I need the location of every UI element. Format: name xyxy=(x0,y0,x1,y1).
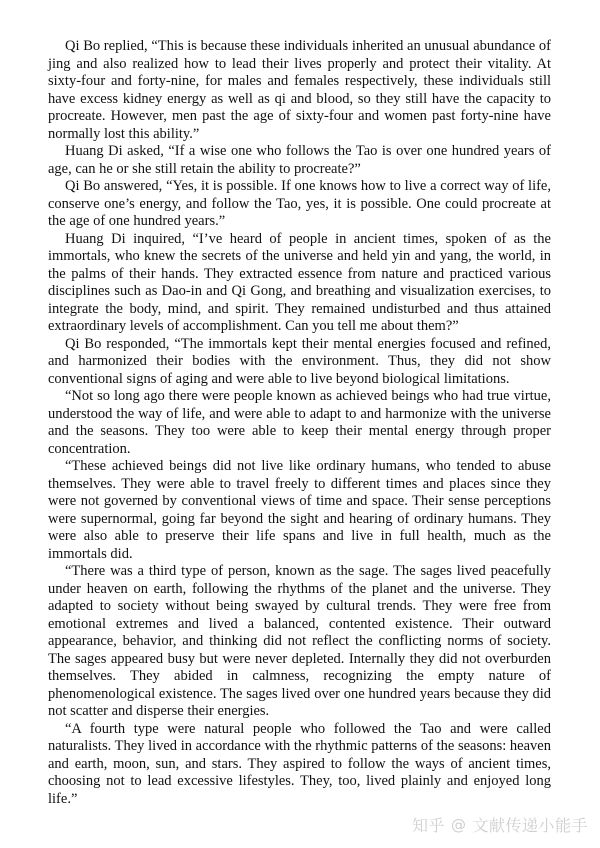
watermark-at: @ xyxy=(450,815,467,834)
paragraph: Qi Bo responded, “The immortals kept their mental energies focused and refined, and harmonized their bodies with the environment. Thus, they did not show conventional signs of aging and were able to live beyond biological limitations. xyxy=(48,335,551,387)
paragraph: Qi Bo answered, “Yes, it is possible. If one knows how to live a correct way of life, conserve one’s energy, and follow the Tao, yes, it is possible. One could procreate at the age of one hundred years.” xyxy=(48,178,551,229)
watermark-site: 知乎 xyxy=(411,816,445,835)
paragraph: “A fourth type were natural people who followed the Tao and were called naturalists. They lived in accordance with the rhythmic patterns of the seasons: heaven and earth, moon, sun, and stars. They aspired to follow the ways of ancient times, choosing not to lead excessive lifestyles. They, too, lived plainly and enjoyed long life.” xyxy=(48,720,551,807)
paragraph: Huang Di inquired, “I’ve heard of people in ancient times, spoken of as the immortals, who knew the secrets of the universe and held yin and yang, the world, in the palms of their hands. They extracted essence from nature and practiced various disciplines such as Dao-in and Qi Gong, and breathing and visualization exercises, to integrate the body, mind, and spirit. They remained undisturbed and thus attained extraordinary levels of accomplishment. Can you tell me about them?” xyxy=(48,230,551,334)
watermark-author: 文献传递小能手 xyxy=(472,816,588,835)
watermark xyxy=(412,813,588,836)
page-body xyxy=(48,38,551,808)
paragraph: “These achieved beings did not live like ordinary humans, who tended to abuse themselves. They were able to travel freely to different times and places since they were not governed by conventional views of time and space. Their sense perceptions were supernormal, going far beyond the sight and hearing of ordinary humans. They were also able to preserve their life spans and live in full health, much as the immortals did. xyxy=(48,458,551,562)
paragraph: “Not so long ago there were people known as achieved beings who had true virtue, understood the way of life, and were able to adapt to and harmonize with the universe and the seasons. They too were able to keep their mental energy through proper concentration. xyxy=(48,388,551,457)
paragraph: Huang Di asked, “If a wise one who follows the Tao is over one hundred years of age, can he or she still retain the ability to procreate?” xyxy=(48,143,551,177)
paragraph: Qi Bo replied, “This is because these individuals inherited an unusual abundance of jing and also realized how to lead their lives properly and protect their vitality. At sixty-four and forty-nine, for males and females respectively, these individuals still have excess kidney energy as well as qi and blood, so they still have the capacity to procreate. However, men past the age of sixty-four and women past forty-nine have normally lost this ability.” xyxy=(48,38,551,142)
paragraph: “There was a third type of person, known as the sage. The sages lived peacefully under heaven on earth, following the rhythms of the planet and the universe. They adapted to society without being swayed by cultural trends. They were free from emotional extremes and lived a balanced, contented existence. Their outward appearance, behavior, and thinking did not reflect the conflicting norms of society. The sages appeared busy but were never depleted. Internally they did not overburden themselves. They abided in calmness, recognizing the empty nature of phenomenological existence. The sages lived over one hundred years because they did not scatter and disperse their energies. xyxy=(48,563,551,719)
